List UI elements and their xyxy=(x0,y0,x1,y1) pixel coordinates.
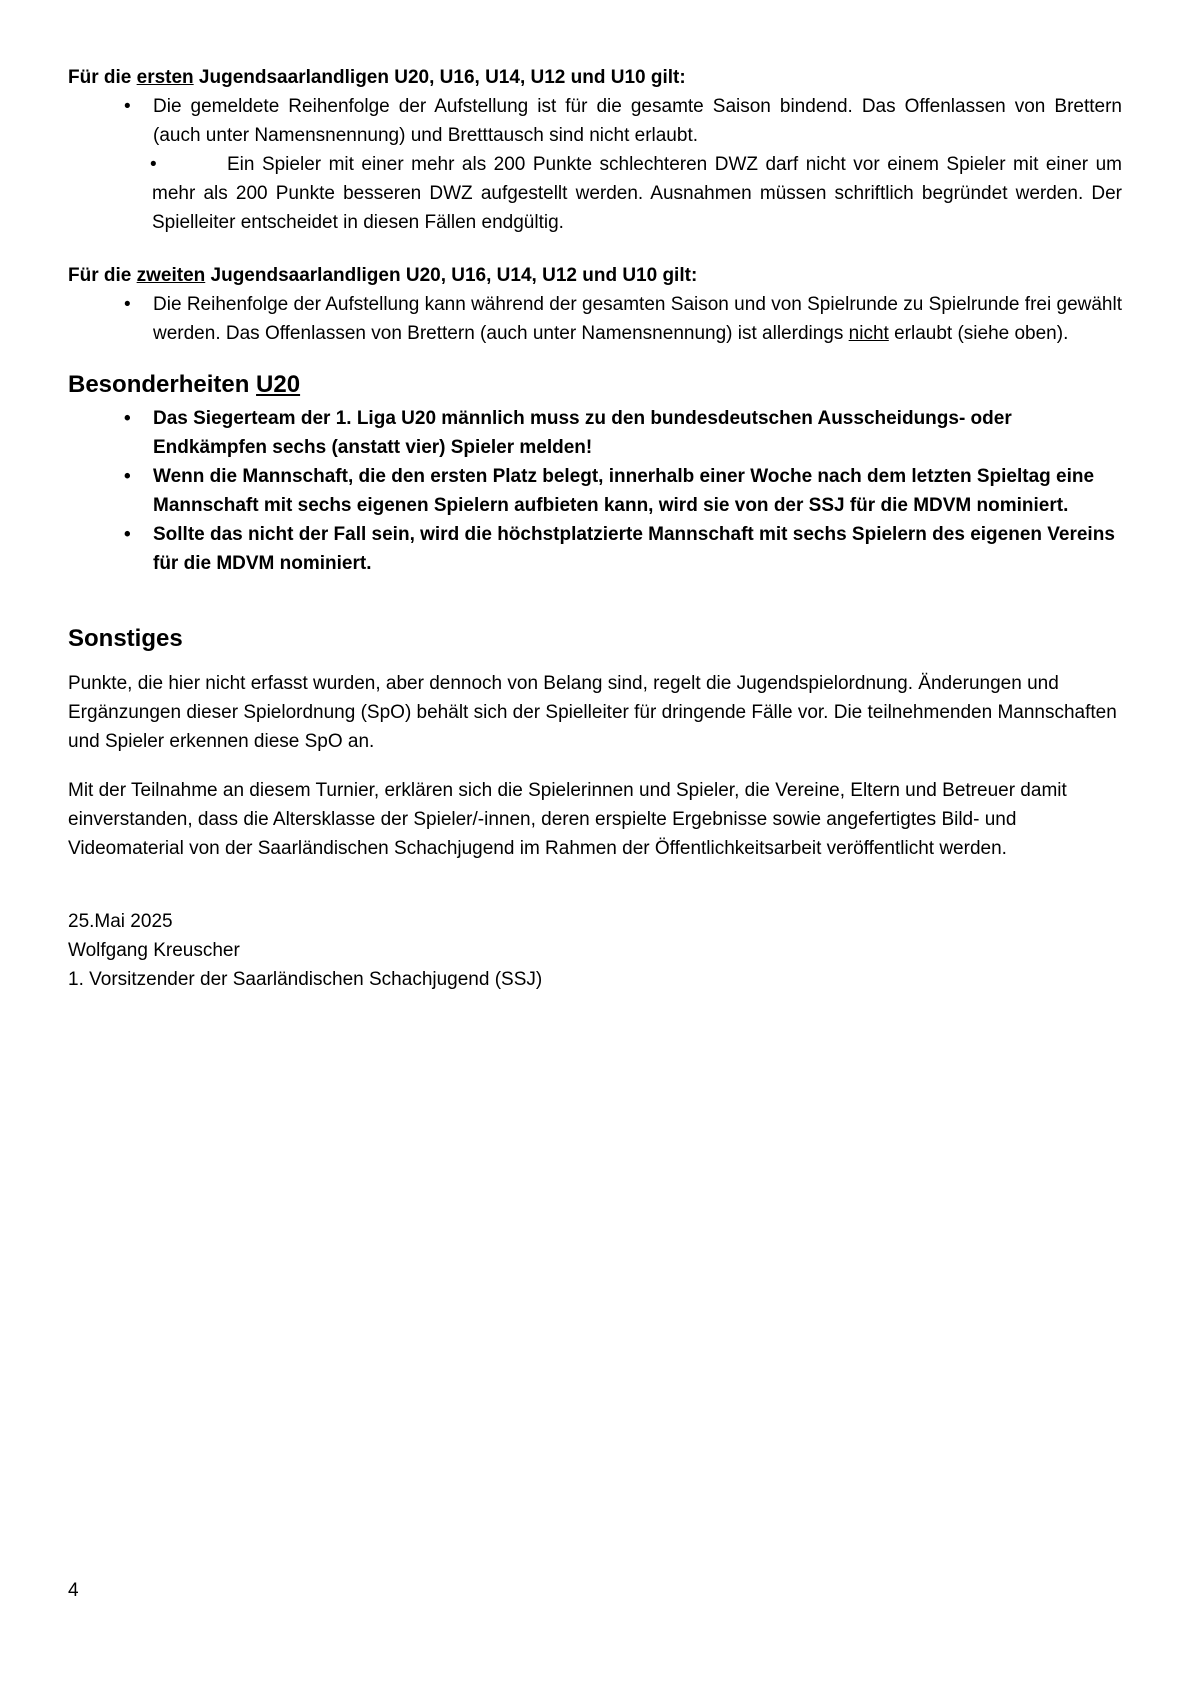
sonstiges-paragraph-2: Mit der Teilnahme an diesem Turnier, erklären sich die Spielerinnen und Spieler, die Vereine, Eltern und Betreuer damit einverstanden, dass die Altersklasse der Spieler/-innen, deren erspielte Ergebnisse sowie angefertigtes Bild- und Videomaterial von der Saarländischen Schachjugend im Rahmen der Öffentlichkeitsarbeit veröffentlicht werden. xyxy=(68,780,1067,859)
heading-besonderheiten-pre: Besonderheiten xyxy=(68,371,257,398)
heading-sonstiges: Sonstiges xyxy=(68,625,183,652)
bullet-marker: • xyxy=(124,408,131,429)
first-league-bullet xyxy=(68,92,1122,150)
heading-second-league-underline: zweiten xyxy=(136,265,206,286)
first-league-sub-bullet xyxy=(68,150,1122,237)
heading-second-league-pre: Für die xyxy=(68,265,137,286)
heading-first-league-underline: ersten xyxy=(136,67,194,88)
besonderheiten-bullet xyxy=(68,404,1122,462)
second-league-bullet-pre: Die Reihenfolge der Aufstellung kann während der gesamten Saison und von Spielrunde zu Spielrunde frei gewählt werden. Das Offenlassen von Brettern (auch unter Namensnennung) ist allerdings xyxy=(153,294,1122,344)
heading-second-league-post: Jugendsaarlandligen U20, U16, U14, U12 und U10 gilt: xyxy=(205,265,698,286)
signature-date: 25.Mai 2025 xyxy=(68,911,173,932)
second-league-bullet-underline: nicht xyxy=(848,323,889,344)
besonderheiten-bullet-text: Das Siegerteam der 1. Liga U20 männlich muss zu den bundesdeutschen Ausscheidungs- oder Endkämpfen sechs (anstatt vier) Spieler melden! xyxy=(153,408,1012,458)
first-league-bullet-text: Die gemeldete Reihenfolge der Aufstellung ist für die gesamte Saison bindend. Das Offenlassen von Brettern (auch unter Namensnennung) und Bretttausch sind nicht erlaubt. xyxy=(153,96,1122,146)
first-league-sub-bullet-text: Ein Spieler mit einer mehr als 200 Punkte schlechteren DWZ darf nicht vor einem Spieler mit einer um mehr als 200 Punkte besseren DWZ aufgestellt werden. Ausnahmen müssen schriftlich begründet werden. Der Spielleiter entscheidet in diesen Fällen endgültig. xyxy=(152,154,1122,233)
heading-second-league xyxy=(68,261,1122,290)
besonderheiten-bullet-text: Sollte das nicht der Fall sein, wird die höchstplatzierte Mannschaft mit sechs Spielern des eigenen Vereins für die MDVM nominiert. xyxy=(153,524,1115,574)
bullet-marker: • xyxy=(124,294,131,315)
besonderheiten-bullet-text: Wenn die Mannschaft, die den ersten Platz belegt, innerhalb einer Woche nach dem letzten Spieltag eine Mannschaft mit sechs eigenen Spielern aufbieten kann, wird sie von der SSJ für die MDVM nominiert. xyxy=(153,466,1095,516)
page-number: 4 xyxy=(68,1580,79,1601)
heading-first-league-post: Jugendsaarlandligen U20, U16, U14, U12 und U10 gilt: xyxy=(193,67,686,88)
bullet-marker: • xyxy=(124,524,131,545)
signature-title: 1. Vorsitzender der Saarländischen Schachjugend (SSJ) xyxy=(68,969,543,990)
second-league-bullet-post: erlaubt (siehe oben). xyxy=(888,323,1069,344)
sonstiges-paragraph-1: Punkte, die hier nicht erfasst wurden, aber dennoch von Belang sind, regelt die Jugendspielordnung. Änderungen und Ergänzungen dieser Spielordnung (SpO) behält sich der Spielleiter für dringende Fälle vor. Die teilnehmenden Mannschaften und Spieler erkennen diese SpO an. xyxy=(68,673,1117,752)
bullet-marker: • xyxy=(124,466,131,487)
bullet-marker: • xyxy=(124,96,131,117)
bullet-marker: • xyxy=(150,154,157,175)
heading-first-league-pre: Für die xyxy=(68,67,137,88)
signature-name: Wolfgang Kreuscher xyxy=(68,940,240,961)
heading-besonderheiten-underline: U20 xyxy=(256,371,301,398)
heading-first-league xyxy=(68,63,1122,92)
heading-besonderheiten xyxy=(68,368,1122,401)
besonderheiten-bullet xyxy=(68,462,1122,520)
second-league-bullet xyxy=(68,290,1122,348)
besonderheiten-bullet xyxy=(68,520,1122,578)
